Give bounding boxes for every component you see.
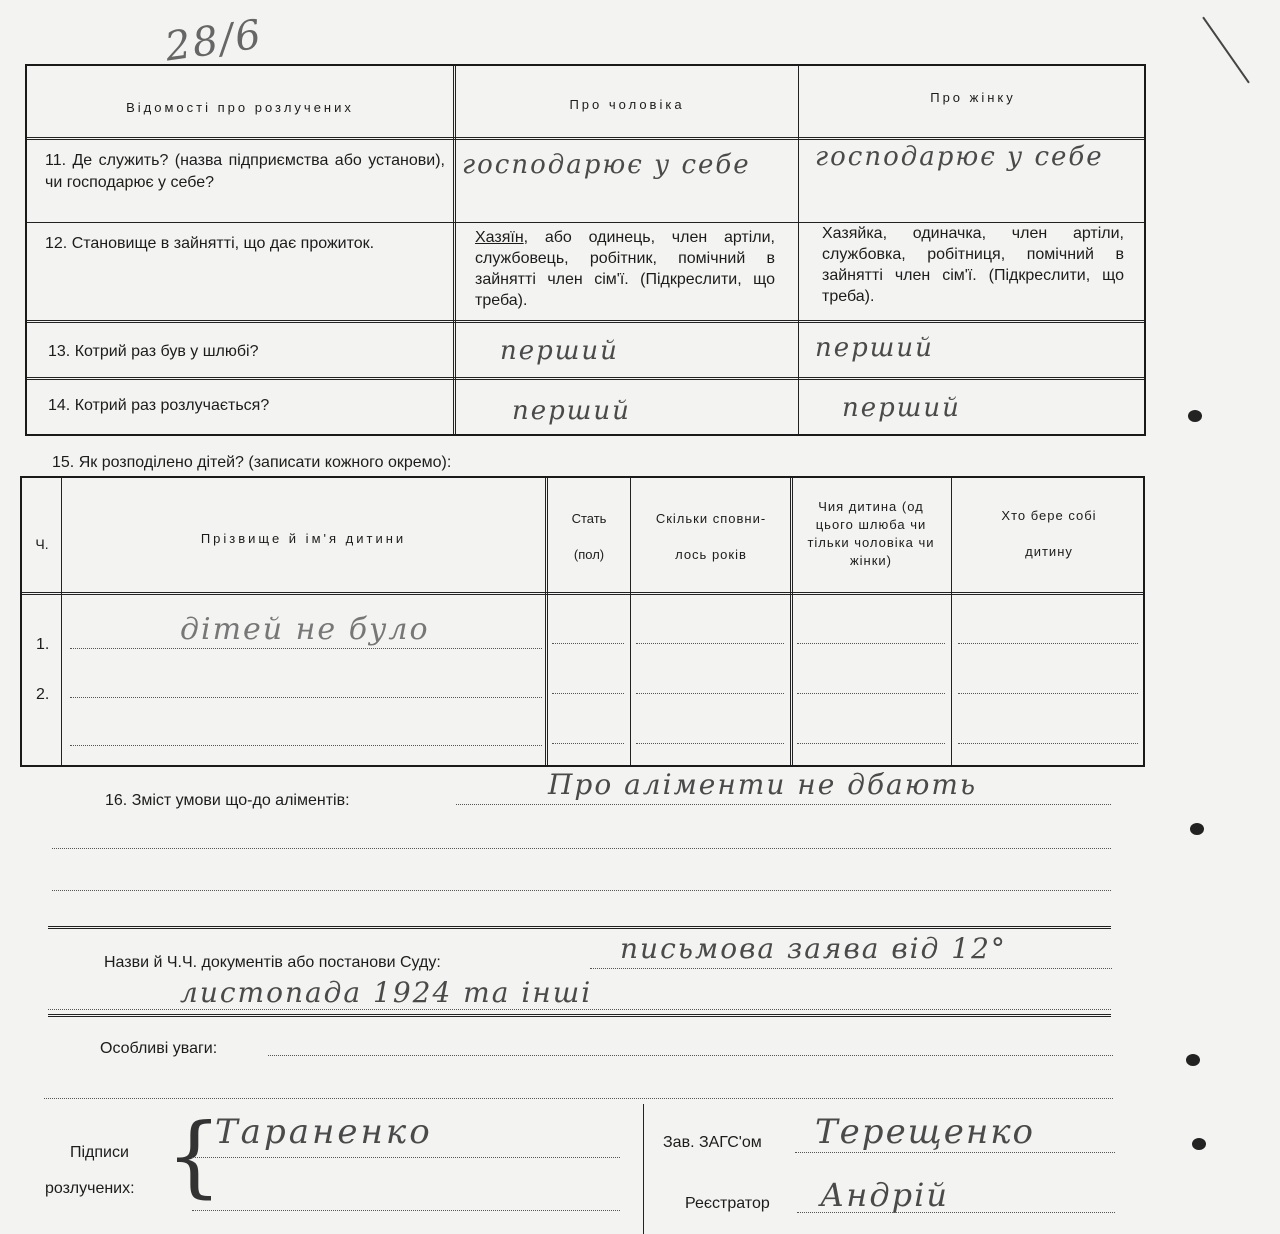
- paper-hole: [1192, 1138, 1206, 1150]
- documents-value-line2[interactable]: листопада 1924 та інші: [180, 976, 593, 1009]
- q14-wife-value[interactable]: перший: [842, 393, 961, 423]
- q12-husband-rest: , або одинець, член артіли, службовець, робітник, помічний в зайнятті член сім'ї. (Підкреслити, що треба).: [475, 229, 775, 309]
- zags-label: Зав. ЗАГС'ом: [663, 1134, 762, 1151]
- zags-signature[interactable]: Терещенко: [815, 1112, 1036, 1152]
- q14-label: 14. Котрий раз розлучається?: [48, 397, 270, 414]
- col-num: Ч.: [35, 536, 49, 552]
- q12-husband-options[interactable]: [475, 227, 775, 311]
- paper-hole: [1190, 823, 1204, 835]
- col-sex-1: Стать: [571, 511, 607, 526]
- signatures-label-1: Підписи: [70, 1144, 129, 1161]
- child-row-1-number: 1.: [36, 636, 50, 653]
- col-name: Прізвище й ім'я дитини: [200, 531, 407, 546]
- q12-husband-selected: Хазяїн: [475, 229, 524, 246]
- q11-wife-value[interactable]: господарює у себе: [815, 142, 1104, 172]
- col-age-2: лось років: [675, 547, 747, 562]
- col-who-takes-2: дитину: [1025, 544, 1073, 559]
- q12-label: 12. Становище в зайнятті, що дає прожиток.: [45, 235, 375, 252]
- children-entry[interactable]: дітей не було: [180, 612, 430, 647]
- q14-husband-value[interactable]: перший: [512, 396, 631, 426]
- notes-field[interactable]: [268, 1055, 1113, 1056]
- paper-hole: [1186, 1054, 1200, 1066]
- paper-crease: [1202, 17, 1250, 84]
- header-info: Відомості про розлучених: [126, 100, 354, 115]
- brace: {: [166, 1104, 222, 1207]
- paper-hole: [1188, 410, 1202, 422]
- archive-mark: 28/6: [162, 11, 266, 71]
- header-wife: Про жінку: [930, 90, 1016, 105]
- signature-1[interactable]: Тараненко: [215, 1112, 433, 1152]
- notes-label: Особливі уваги:: [100, 1040, 218, 1057]
- alimony-value[interactable]: Про аліменти не дбають: [548, 768, 978, 801]
- child-row-2-number: 2.: [36, 686, 50, 703]
- q11-husband-value[interactable]: господарює у себе: [462, 150, 751, 180]
- col-age-1: Скільки сповни-: [655, 511, 767, 526]
- col-whose: Чия дитина (од цього шлюба чи тільки чоловіка чи жінки): [807, 499, 935, 568]
- signatures-label-2: розлучених:: [45, 1180, 135, 1197]
- registrar-signature[interactable]: Андрій: [820, 1176, 949, 1214]
- children-title: 15. Як розподілено дітей? (записати кожного окремо):: [52, 454, 452, 471]
- alimony-label: 16. Зміст умови що-до аліментів:: [105, 792, 350, 809]
- col-who-takes-1: Хто бере собі: [1001, 508, 1097, 523]
- q11-label: 11. Де служить? (назва підприємства або установи), чи господарює у себе?: [45, 152, 445, 191]
- documents-label: Назви й Ч.Ч. документів або постанови Суду:: [104, 954, 441, 971]
- registrar-label: Реєстратор: [685, 1195, 770, 1212]
- q13-wife-value[interactable]: перший: [815, 333, 934, 363]
- q13-husband-value[interactable]: перший: [500, 336, 619, 366]
- col-sex-2: (пол): [573, 547, 605, 562]
- documents-value-line1[interactable]: письмова заява від 12°: [620, 932, 1007, 965]
- header-husband: Про чоловіка: [569, 97, 685, 112]
- q12-wife-options[interactable]: Хазяйка, одиначка, член артіли, службовка, робітниця, помічний в зайнятті член сім'ї. (Підкреслити, що треба).: [822, 225, 1124, 305]
- q13-label: 13. Котрий раз був у шлюбі?: [48, 343, 259, 360]
